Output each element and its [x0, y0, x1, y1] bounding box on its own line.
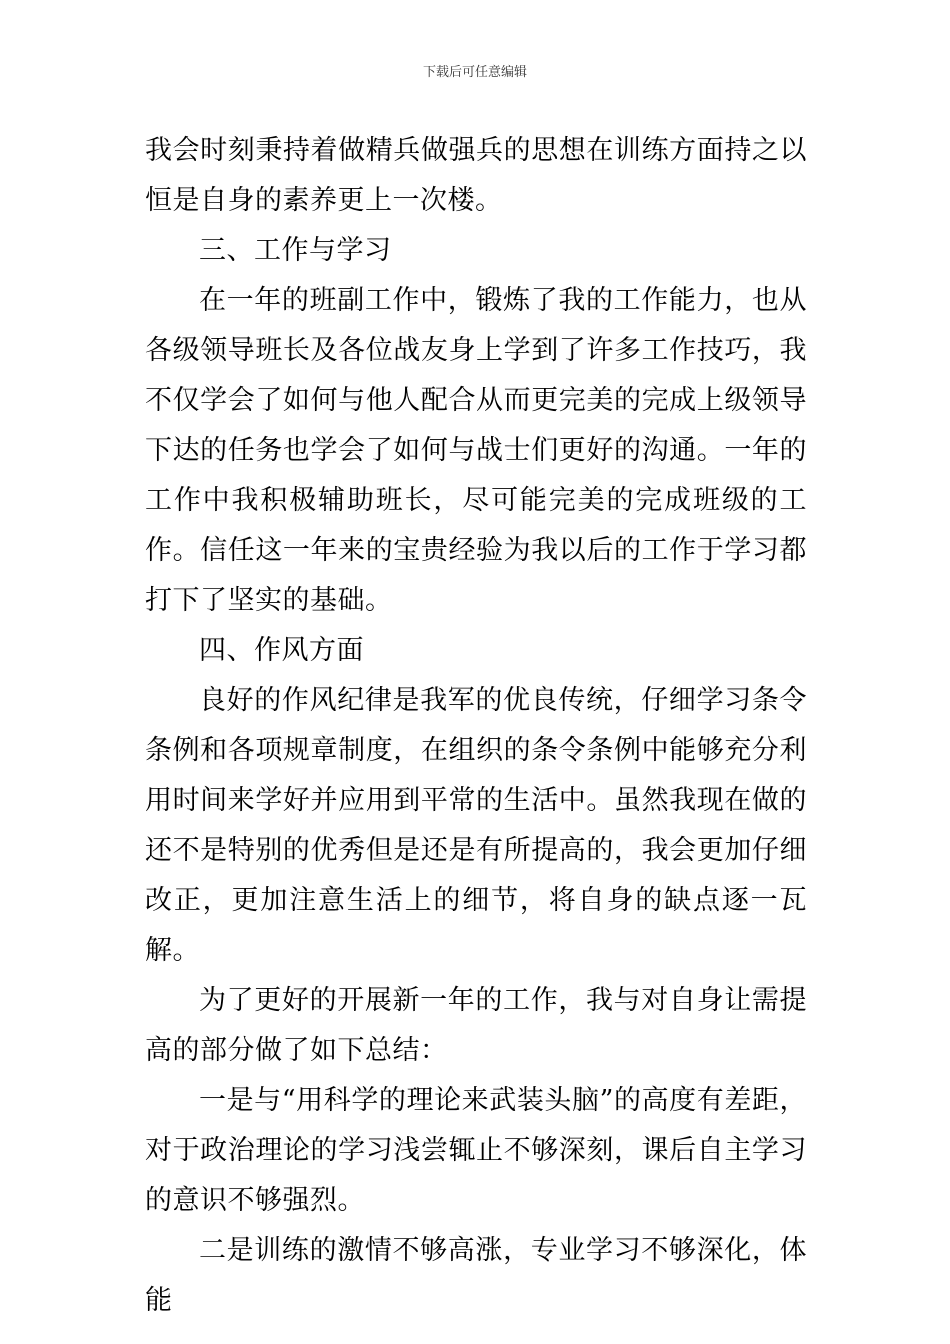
document-body: [145, 126, 807, 1326]
paragraph-continuation: 我会时刻秉持着做精兵做强兵的思想在训练方面持之以恒是自身的素养更上一次楼。: [145, 135, 807, 216]
section-heading-work-study: 三、工作与学习: [199, 235, 392, 266]
page-header: 下载后可任意编辑: [422, 65, 527, 80]
paragraph-style: 良好的作风纪律是我军的优良传统，仔细学习条令条例和各项规章制度，在组织的条令条例中能够充分利用时间来学好并应用到平常的生活中。虽然我现在做的还不是特别的优秀但是还是有所提高的，我会更加仔细改正，更加注意生活上的细节，将自身的缺点逐一瓦解。: [145, 685, 807, 966]
section-heading-style: 四、作风方面: [199, 635, 364, 666]
paragraph-work-study: 在一年的班副工作中，锻炼了我的工作能力，也从各级领导班长及各位战友身上学到了许多工作技巧，我不仅学会了如何与他人配合从而更完美的完成上级领导下达的任务也学会了如何与战士们更好的沟通。一年的工作中我积极辅助班长，尽可能完美的完成班级的工作。信任这一年来的宝贵经验为我以后的工作于学习都打下了坚实的基础。: [145, 285, 807, 616]
paragraph-summary-intro: 为了更好的开展新一年的工作，我与对自身让需提高的部分做了如下总结：: [145, 985, 807, 1066]
paragraph-point-two: 二是训练的激情不够高涨，专业学习不够深化，体能: [145, 1235, 807, 1316]
paragraph-point-one: 一是与“用科学的理论来武装头脑”的高度有差距，对于政治理论的学习浅尝辄止不够深刻，课后自主学习的意识不够强烈。: [145, 1085, 807, 1216]
